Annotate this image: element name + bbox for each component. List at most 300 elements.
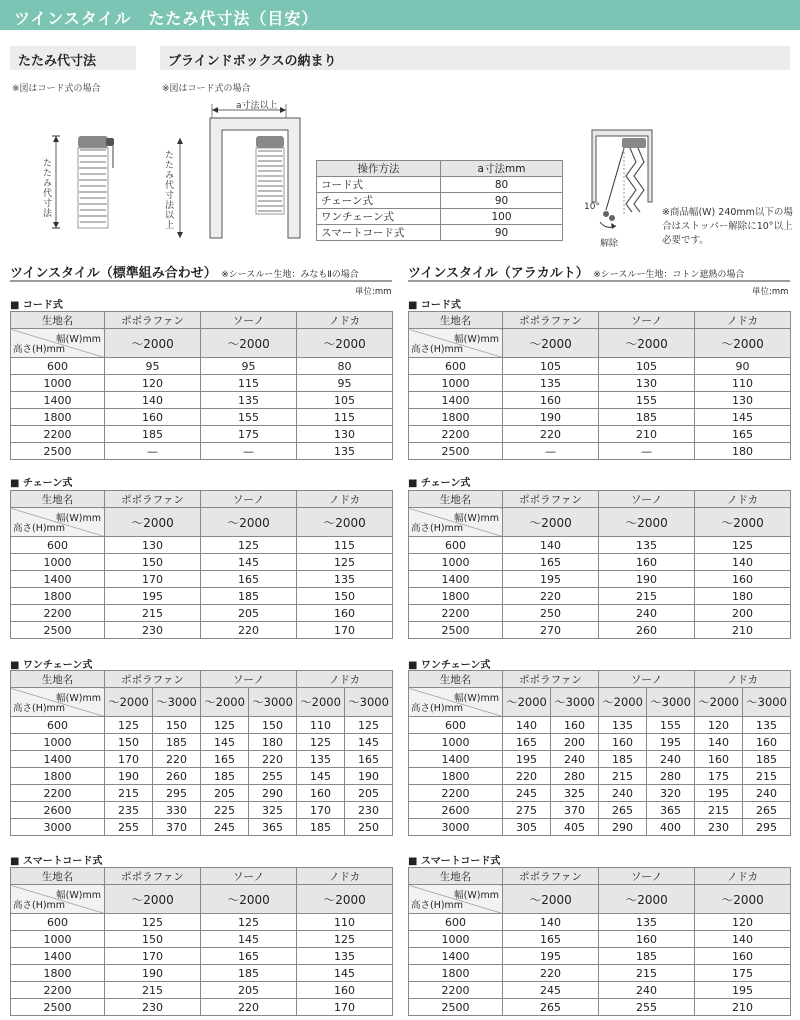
table-row	[409, 375, 791, 392]
value-cell: 370	[551, 802, 599, 819]
value-cell: 160	[503, 392, 599, 409]
value-cell: 245	[503, 982, 599, 999]
value-cell: 120	[695, 914, 791, 931]
table-row	[409, 999, 791, 1016]
value-cell: 195	[695, 785, 743, 802]
value-cell: 135	[201, 392, 297, 409]
width-range-header: ～2000	[105, 688, 153, 717]
value-cell: 145	[345, 734, 393, 751]
fabric-column-header: ノドカ	[297, 312, 393, 329]
table-row	[409, 554, 791, 571]
value-cell: 330	[153, 802, 201, 819]
table-row	[11, 622, 393, 639]
fabric-column-header: ポポラファン	[105, 491, 201, 508]
folding-size-heading: たたみ代寸法	[10, 46, 136, 70]
height-cell: 2600	[11, 802, 105, 819]
value-cell: 125	[201, 717, 249, 734]
right-cord-section-label: ■ コード式	[408, 300, 461, 311]
width-label: 幅(W)mm	[56, 890, 101, 901]
value-cell: 170	[297, 999, 393, 1016]
width-range-header: ～2000	[599, 688, 647, 717]
value-cell: 95	[201, 358, 297, 375]
value-cell: 185	[105, 426, 201, 443]
value-cell: 265	[743, 802, 791, 819]
height-cell: 2500	[11, 999, 105, 1016]
value-cell: 180	[695, 588, 791, 605]
fabric-column-header: ポポラファン	[105, 868, 201, 885]
value-cell: 200	[551, 734, 599, 751]
width-range-header: ～3000	[647, 688, 695, 717]
table-row	[409, 982, 791, 999]
table-row	[11, 819, 393, 836]
fabric-column-header: ノドカ	[695, 671, 791, 688]
width-label: 幅(W)mm	[454, 890, 499, 901]
table-row	[11, 409, 393, 426]
value-cell: 255	[249, 768, 297, 785]
fabric-name-header: 生地名	[409, 671, 503, 688]
value-cell: 230	[345, 802, 393, 819]
value-cell: 230	[105, 999, 201, 1016]
value-cell: 110	[695, 375, 791, 392]
height-cell: 1000	[409, 375, 503, 392]
height-cell: 600	[11, 914, 105, 931]
value-cell: 150	[105, 931, 201, 948]
height-cell: 3000	[409, 819, 503, 836]
width-range-header: ～3000	[743, 688, 791, 717]
value-cell: 165	[695, 426, 791, 443]
value-cell: 135	[297, 948, 393, 965]
fabric-column-header: ポポラファン	[503, 491, 599, 508]
left-cord-table	[10, 311, 393, 460]
value-cell: 265	[599, 802, 647, 819]
height-cell: 1400	[409, 751, 503, 768]
width-range-header: ～2000	[201, 329, 297, 358]
value-cell: 90	[695, 358, 791, 375]
value-cell: 305	[503, 819, 551, 836]
width-height-header	[409, 885, 503, 914]
value-cell: 135	[599, 717, 647, 734]
fabric-name-header: 生地名	[11, 868, 105, 885]
table-row	[317, 193, 563, 209]
value-cell: 130	[297, 426, 393, 443]
height-cell: 2500	[409, 443, 503, 460]
value-cell: 160	[297, 785, 345, 802]
value-cell: 135	[297, 443, 393, 460]
value-cell: 165	[201, 948, 297, 965]
value-cell: 115	[297, 409, 393, 426]
value-cell: 215	[105, 605, 201, 622]
value-cell: 325	[249, 802, 297, 819]
table-row	[11, 375, 393, 392]
height-cell: 2200	[409, 982, 503, 999]
height-cell: 2600	[409, 802, 503, 819]
op-method-cell: スマートコード式	[317, 225, 441, 241]
value-cell: 295	[153, 785, 201, 802]
width-range-header: ～2000	[105, 329, 201, 358]
right-cord-table	[408, 311, 791, 460]
value-cell: 140	[503, 537, 599, 554]
table-row	[11, 785, 393, 802]
table-row	[409, 819, 791, 836]
table-header-row	[409, 671, 791, 688]
height-cell: 1400	[11, 948, 105, 965]
op-method-header: 操作方法	[317, 161, 441, 177]
value-cell: 370	[153, 819, 201, 836]
width-range-header: ～2000	[599, 329, 695, 358]
value-cell: 240	[599, 982, 695, 999]
fabric-column-header: ノドカ	[695, 312, 791, 329]
a-dimension-label: a寸法以上	[236, 101, 278, 111]
value-cell: 190	[599, 571, 695, 588]
value-cell: 95	[105, 358, 201, 375]
width-label: 幅(W)mm	[454, 334, 499, 345]
value-cell: 105	[503, 358, 599, 375]
value-cell: 125	[345, 717, 393, 734]
height-cell: 1400	[409, 948, 503, 965]
width-range-header: ～2000	[503, 688, 551, 717]
table-row	[409, 931, 791, 948]
value-cell: 230	[105, 622, 201, 639]
width-range-header: ～2000	[201, 885, 297, 914]
left-subtitle: ※シースルー生地：みなもⅡの場合	[221, 270, 359, 280]
size-header-row	[11, 688, 393, 717]
value-cell: 245	[201, 819, 249, 836]
width-label: 幅(W)mm	[56, 513, 101, 524]
height-cell: 1800	[409, 965, 503, 982]
value-cell: 180	[695, 443, 791, 460]
height-cell: 2200	[11, 982, 105, 999]
value-cell: 135	[297, 571, 393, 588]
table-row	[11, 931, 393, 948]
width-range-header: ～2000	[503, 329, 599, 358]
value-cell: 275	[503, 802, 551, 819]
height-cell: 1000	[11, 554, 105, 571]
value-cell: 255	[599, 999, 695, 1016]
value-cell: 235	[105, 802, 153, 819]
value-cell: 105	[297, 392, 393, 409]
right-onechain-section-label: ■ ワンチェーン式	[408, 660, 491, 671]
fabric-column-header: ソーノ	[201, 312, 297, 329]
value-cell: 110	[297, 914, 393, 931]
banner-title: ツインスタイル たたみ代寸法（目安）	[0, 0, 800, 30]
table-row	[409, 358, 791, 375]
value-cell: 140	[503, 717, 551, 734]
table-row	[409, 717, 791, 734]
height-label: 高さ(H)mm	[411, 900, 464, 911]
table-row	[11, 999, 393, 1016]
value-cell: 145	[201, 734, 249, 751]
value-cell: 215	[743, 768, 791, 785]
table-row	[317, 177, 563, 193]
value-cell: 80	[297, 358, 393, 375]
height-cell: 1000	[11, 931, 105, 948]
width-range-header: ～2000	[695, 329, 791, 358]
right-chain-table	[408, 490, 791, 639]
width-range-header: ～2000	[503, 885, 599, 914]
value-cell: 115	[297, 537, 393, 554]
fabric-name-header: 生地名	[11, 491, 105, 508]
value-cell: 240	[743, 785, 791, 802]
value-cell: 405	[551, 819, 599, 836]
value-cell: 205	[201, 785, 249, 802]
value-cell: 145	[201, 931, 297, 948]
fabric-name-header: 生地名	[11, 312, 105, 329]
right-onechain-table	[408, 670, 791, 836]
value-cell: 365	[249, 819, 297, 836]
left-chain-table	[10, 490, 393, 639]
width-range-header: ～2000	[599, 508, 695, 537]
value-cell: 220	[503, 768, 551, 785]
value-cell: 125	[695, 537, 791, 554]
left-title: ツインスタイル（標準組み合わせ）	[10, 266, 217, 281]
a-dimension-header: a寸法mm	[441, 161, 563, 177]
left-cord-section-label: ■ コード式	[10, 300, 63, 311]
width-height-header	[11, 688, 105, 717]
fabric-column-header: ノドカ	[695, 868, 791, 885]
size-header-row	[11, 329, 393, 358]
value-cell: 220	[503, 965, 599, 982]
table-row	[11, 914, 393, 931]
height-cell: 2500	[11, 443, 105, 460]
fabric-column-header: ソーノ	[201, 671, 297, 688]
value-cell: 195	[503, 948, 599, 965]
value-cell: 225	[201, 802, 249, 819]
value-cell: 325	[551, 785, 599, 802]
right-column-title	[408, 260, 790, 282]
value-cell: 250	[345, 819, 393, 836]
table-header-row	[409, 868, 791, 885]
value-cell: 185	[201, 965, 297, 982]
value-cell: —	[503, 443, 599, 460]
width-range-header: ～2000	[105, 508, 201, 537]
table-row	[409, 768, 791, 785]
value-cell: 210	[695, 622, 791, 639]
left-chain-section-label: ■ チェーン式	[10, 478, 73, 489]
height-cell: 600	[409, 537, 503, 554]
width-range-header: ～2000	[201, 688, 249, 717]
value-cell: 200	[695, 605, 791, 622]
table-header-row	[11, 312, 393, 329]
height-cell: 1400	[409, 392, 503, 409]
left-onechain-section-label: ■ ワンチェーン式	[10, 660, 93, 671]
table-row	[11, 734, 393, 751]
fabric-column-header: ソーノ	[599, 868, 695, 885]
table-row	[11, 948, 393, 965]
value-cell: 195	[503, 571, 599, 588]
height-label: 高さ(H)mm	[13, 900, 66, 911]
value-cell: 195	[105, 588, 201, 605]
operation-a-dimension-table	[316, 160, 563, 241]
value-cell: 150	[297, 588, 393, 605]
op-method-cell: コード式	[317, 177, 441, 193]
value-cell: 190	[345, 768, 393, 785]
width-range-header: ～2000	[105, 885, 201, 914]
height-label: 高さ(H)mm	[13, 523, 66, 534]
table-header-row	[409, 312, 791, 329]
height-cell: 2200	[409, 605, 503, 622]
value-cell: 140	[695, 554, 791, 571]
table-row	[409, 751, 791, 768]
table-row	[11, 802, 393, 819]
value-cell: 190	[105, 965, 201, 982]
value-cell: 185	[599, 409, 695, 426]
right-title: ツインスタイル（アラカルト）	[408, 266, 589, 281]
diagram-note-1: ※図はコード式の場合	[12, 84, 101, 94]
value-cell: 115	[201, 375, 297, 392]
value-cell: 165	[201, 571, 297, 588]
value-cell: 205	[201, 605, 297, 622]
value-cell: 120	[695, 717, 743, 734]
fabric-name-header: 生地名	[409, 491, 503, 508]
value-cell: 240	[647, 751, 695, 768]
table-row	[11, 358, 393, 375]
table-row	[409, 426, 791, 443]
left-smart-section-label: ■ スマートコード式	[10, 856, 103, 867]
value-cell: 150	[249, 717, 297, 734]
value-cell: 205	[201, 982, 297, 999]
fabric-column-header: ポポラファン	[503, 868, 599, 885]
size-header-row	[409, 885, 791, 914]
height-cell: 1800	[11, 965, 105, 982]
value-cell: 150	[105, 734, 153, 751]
value-cell: 170	[297, 802, 345, 819]
height-cell: 2200	[11, 426, 105, 443]
value-cell: 145	[297, 965, 393, 982]
width-height-header	[409, 688, 503, 717]
height-cell: 1000	[409, 554, 503, 571]
value-cell: 215	[105, 982, 201, 999]
value-cell: 195	[695, 982, 791, 999]
height-cell: 2200	[409, 426, 503, 443]
value-cell: 135	[599, 914, 695, 931]
value-cell: 125	[201, 914, 297, 931]
value-cell: 145	[695, 409, 791, 426]
height-cell: 1800	[409, 588, 503, 605]
width-range-header: ～2000	[695, 688, 743, 717]
table-header-row	[11, 671, 393, 688]
height-cell: 1000	[11, 734, 105, 751]
height-label: 高さ(H)mm	[13, 344, 66, 355]
width-range-header: ～3000	[345, 688, 393, 717]
value-cell: 175	[695, 965, 791, 982]
value-cell: 220	[249, 751, 297, 768]
height-cell: 600	[409, 717, 503, 734]
value-cell: 125	[297, 734, 345, 751]
value-cell: 220	[503, 426, 599, 443]
value-cell: 260	[153, 768, 201, 785]
release-label: 解除	[600, 239, 619, 249]
value-cell: 365	[647, 802, 695, 819]
blind-box-heading: ブラインドボックスの納まり	[160, 46, 790, 70]
table-row	[11, 537, 393, 554]
right-chain-section-label: ■ チェーン式	[408, 478, 471, 489]
width-height-header	[11, 885, 105, 914]
table-row	[409, 605, 791, 622]
width-range-header: ～2000	[297, 508, 393, 537]
table-row	[11, 965, 393, 982]
value-cell: 175	[201, 426, 297, 443]
width-height-header	[11, 508, 105, 537]
value-cell: 280	[551, 768, 599, 785]
value-cell: 260	[599, 622, 695, 639]
angle-label: 10°	[584, 202, 600, 212]
fabric-column-header: ポポラファン	[105, 312, 201, 329]
table-row	[409, 965, 791, 982]
value-cell: 140	[695, 931, 791, 948]
height-label: 高さ(H)mm	[411, 523, 464, 534]
table-row	[409, 409, 791, 426]
value-cell: 125	[105, 717, 153, 734]
value-cell: 160	[695, 948, 791, 965]
value-cell: 125	[105, 914, 201, 931]
value-cell: 150	[105, 554, 201, 571]
table-row	[409, 914, 791, 931]
value-cell: 220	[201, 622, 297, 639]
width-label: 幅(W)mm	[56, 693, 101, 704]
value-cell: —	[599, 443, 695, 460]
right-subtitle: ※シースルー生地：コトン遮熱の場合	[593, 270, 745, 280]
table-row	[409, 443, 791, 460]
value-cell: 160	[599, 931, 695, 948]
value-cell: 180	[249, 734, 297, 751]
value-cell: 170	[105, 948, 201, 965]
diagram-note-2: ※図はコード式の場合	[162, 84, 251, 94]
value-cell: 155	[647, 717, 695, 734]
table-row	[409, 537, 791, 554]
fabric-column-header: ノドカ	[297, 868, 393, 885]
value-cell: 215	[695, 802, 743, 819]
value-cell: 125	[297, 554, 393, 571]
width-label: 幅(W)mm	[454, 693, 499, 704]
value-cell: 105	[599, 358, 695, 375]
left-column-title	[10, 260, 392, 282]
value-cell: 210	[695, 999, 791, 1016]
table-row	[11, 392, 393, 409]
fabric-column-header: ポポラファン	[503, 671, 599, 688]
table-header-row	[11, 868, 393, 885]
height-cell: 1800	[409, 768, 503, 785]
table-row	[409, 392, 791, 409]
value-cell: 185	[201, 588, 297, 605]
height-cell: 1800	[409, 409, 503, 426]
height-cell: 600	[11, 358, 105, 375]
width-range-header: ～2000	[297, 688, 345, 717]
value-cell: 95	[297, 375, 393, 392]
value-cell: 165	[345, 751, 393, 768]
value-cell: 130	[695, 392, 791, 409]
fabric-name-header: 生地名	[11, 671, 105, 688]
width-range-header: ～3000	[551, 688, 599, 717]
value-cell: 215	[599, 965, 695, 982]
value-cell: 220	[201, 999, 297, 1016]
value-cell: 295	[743, 819, 791, 836]
size-header-row	[409, 508, 791, 537]
width-range-header: ～2000	[297, 329, 393, 358]
height-label: 高さ(H)mm	[13, 703, 66, 714]
width-height-header	[409, 329, 503, 358]
fabric-column-header: ノドカ	[297, 671, 393, 688]
value-cell: 150	[153, 717, 201, 734]
value-cell: 205	[345, 785, 393, 802]
height-cell: 2200	[11, 605, 105, 622]
value-cell: 195	[647, 734, 695, 751]
height-cell: 600	[409, 358, 503, 375]
value-cell: 185	[599, 751, 647, 768]
value-cell: 160	[743, 734, 791, 751]
table-row	[11, 443, 393, 460]
left-smart-table	[10, 867, 393, 1016]
value-cell: —	[201, 443, 297, 460]
